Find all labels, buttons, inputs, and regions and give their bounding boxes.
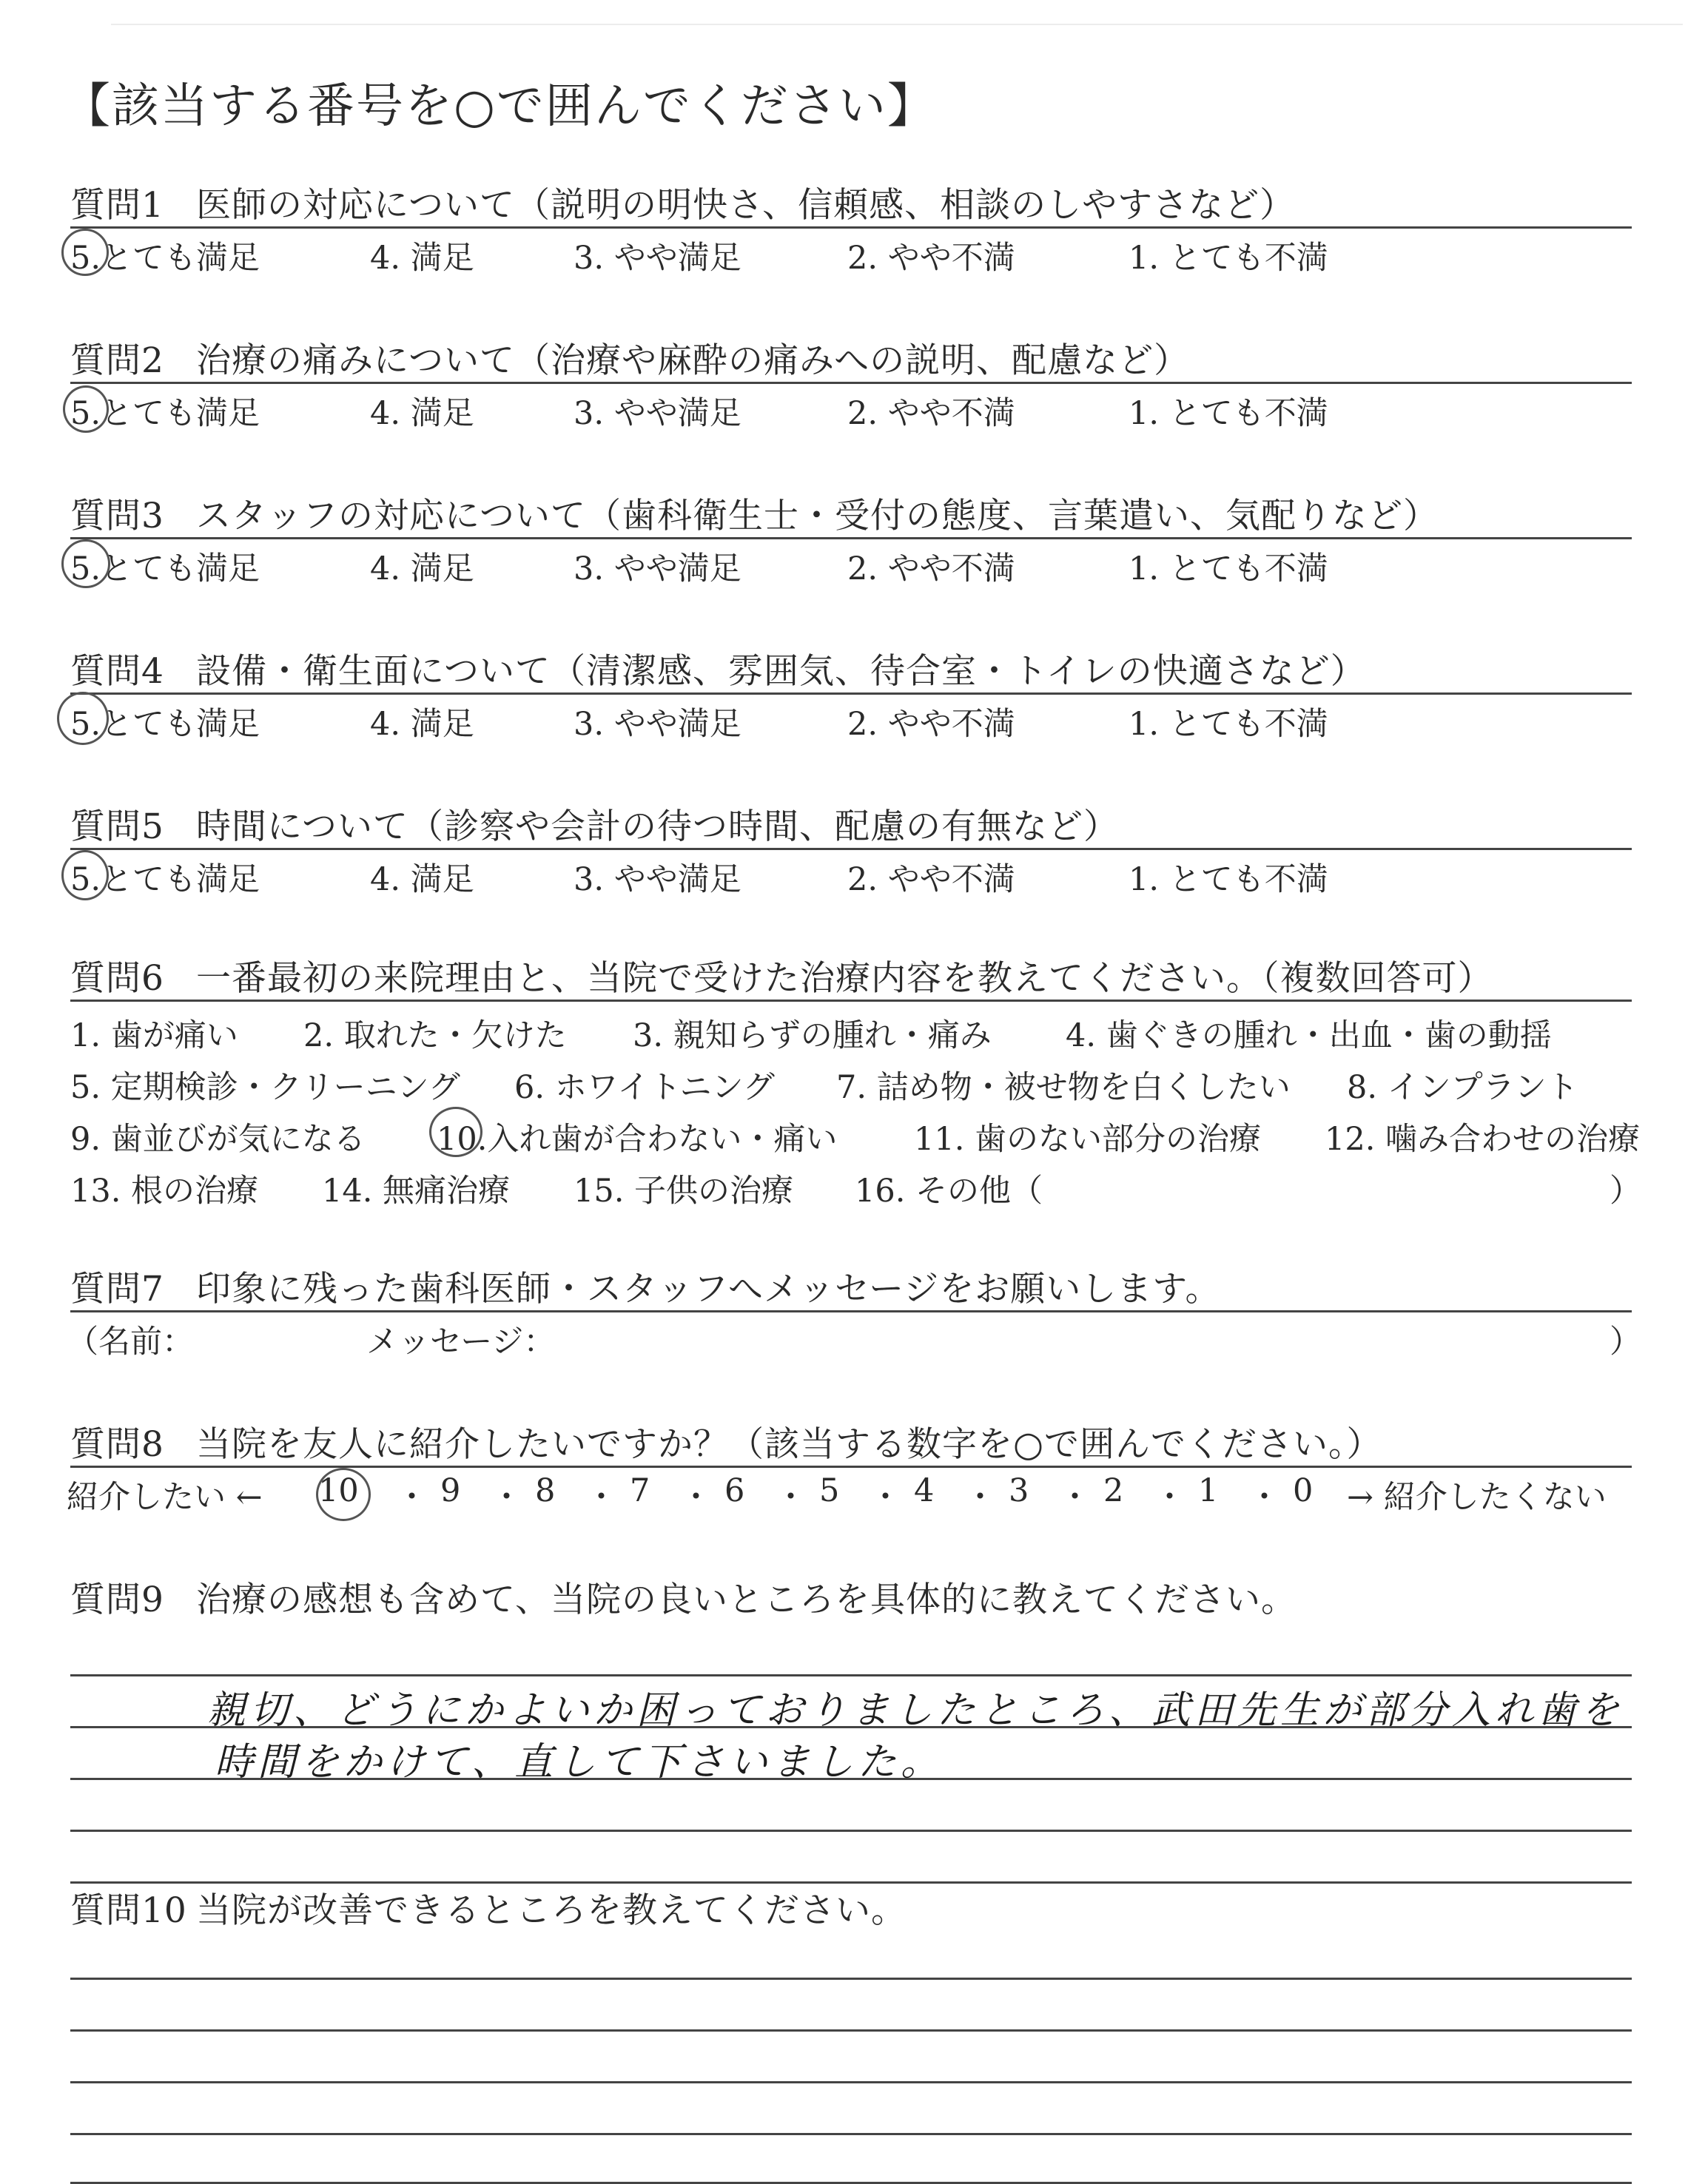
checkbox-option[interactable]: 9. 歯並びが気になる — [70, 1121, 366, 1158]
option-1[interactable]: 1. とても不満 — [1129, 861, 1328, 898]
recommend-left-label: 紹介したい ← — [67, 1479, 263, 1516]
close-paren: ） — [1610, 1324, 1641, 1361]
scale-10[interactable]: 10 — [318, 1472, 359, 1509]
answer-line — [70, 1674, 1632, 1676]
scale-separator: ・ — [585, 1479, 617, 1516]
scale-separator: ・ — [964, 1479, 996, 1516]
checkbox-option[interactable]: 15. 子供の治療 — [574, 1173, 794, 1210]
checkbox-option[interactable]: 12. 噛み合わせの治療 — [1325, 1121, 1641, 1158]
handwritten-answer-line-1: 親切、どうにかよいか困っておりましたところ、武田先生が部分入れ歯を — [207, 1688, 1624, 1733]
question-3 — [70, 488, 1632, 591]
option-1[interactable]: 1. とても不満 — [1129, 240, 1328, 277]
scale-separator: ・ — [1059, 1479, 1091, 1516]
scale-1[interactable]: 1 — [1198, 1472, 1219, 1509]
option-2[interactable]: 2. やや不満 — [847, 861, 1015, 898]
question-4 — [70, 644, 1632, 746]
top-border — [111, 24, 1683, 25]
option-4[interactable]: 4. 満足 — [370, 706, 474, 743]
scale-9[interactable]: 9 — [440, 1472, 461, 1509]
question-6-title: 質問6 一番最初の来院理由と、当院で受けた治療内容を教えてください。（複数回答可） — [70, 958, 1493, 999]
option-4[interactable]: 4. 満足 — [370, 240, 474, 277]
selection-circle — [61, 539, 110, 588]
scale-7[interactable]: 7 — [630, 1472, 650, 1509]
selection-circle — [57, 692, 109, 745]
checkbox-option[interactable]: 4. 歯ぐきの腫れ・出血・歯の動揺 — [1066, 1017, 1552, 1054]
checkbox-option[interactable]: 8. インプラント — [1347, 1069, 1578, 1106]
answer-lines — [70, 1620, 1632, 1908]
selection-circle — [61, 850, 109, 900]
recommend-right-label: → 紹介したくない — [1347, 1479, 1607, 1516]
scale-0[interactable]: 0 — [1293, 1472, 1314, 1509]
option-2[interactable]: 2. やや不満 — [847, 395, 1015, 432]
question-2 — [70, 333, 1632, 436]
question-1-title: 質問1 医師の対応について（説明の明快さ、信頼感、相談のしやすさなど） — [70, 185, 1296, 226]
option-5[interactable]: 5.とても満足 — [70, 550, 260, 587]
scale-separator: ・ — [1154, 1479, 1186, 1516]
checkbox-option[interactable]: 13. 根の治療 — [70, 1173, 259, 1210]
checkbox-option[interactable]: 5. 定期検診・クリーニング — [70, 1069, 460, 1106]
option-2[interactable]: 2. やや不満 — [847, 706, 1015, 743]
scale-separator: ・ — [1248, 1479, 1280, 1516]
answer-line — [70, 1978, 1632, 1980]
question-9-title: 質問9 治療の感想も含めて、当院の良いところを具体的に教えてください。 — [70, 1580, 1297, 1620]
selection-circle — [61, 229, 109, 276]
answer-line — [70, 2133, 1632, 2135]
checkbox-option[interactable]: 11. 歯のない部分の治療 — [914, 1121, 1262, 1158]
question-9 — [70, 1572, 1632, 1908]
option-3[interactable]: 3. やや満足 — [574, 706, 741, 743]
scale-6[interactable]: 6 — [724, 1472, 745, 1509]
answer-line — [70, 2081, 1632, 2083]
option-5[interactable]: 5.とても満足 — [70, 861, 260, 898]
checkbox-option[interactable]: 7. 詰め物・被せ物を白くしたい — [836, 1069, 1291, 1106]
handwritten-answer-line-2: 時間をかけて、直して下さいました。 — [215, 1740, 944, 1784]
checkbox-option[interactable]: 10.入れ歯が合わない・痛い — [437, 1121, 838, 1158]
checkbox-option[interactable]: 3. 親知らずの腫れ・痛み — [633, 1017, 992, 1054]
scale-8[interactable]: 8 — [535, 1472, 556, 1509]
question-10 — [70, 1883, 1632, 2182]
option-3[interactable]: 3. やや満足 — [574, 550, 741, 587]
option-1[interactable]: 1. とても不満 — [1129, 395, 1328, 432]
question-5 — [70, 799, 1632, 902]
scale-separator: ・ — [870, 1479, 901, 1516]
option-2[interactable]: 2. やや不満 — [847, 550, 1015, 587]
question-8 — [67, 1417, 1632, 1520]
question-7 — [67, 1261, 1641, 1364]
question-4-title: 質問4 設備・衛生面について（清潔感、雰囲気、待合室・トイレの快適さなど） — [70, 651, 1366, 692]
scale-separator: ・ — [491, 1479, 522, 1516]
option-4[interactable]: 4. 満足 — [370, 550, 474, 587]
question-7-title: 質問7 印象に残った歯科医師・スタッフへメッセージをお願いします。 — [70, 1269, 1221, 1310]
option-1[interactable]: 1. とても不満 — [1129, 550, 1328, 587]
option-4[interactable]: 4. 満足 — [370, 395, 474, 432]
option-5[interactable]: 5.とても満足 — [70, 395, 260, 432]
option-5[interactable]: 5.とても満足 — [70, 240, 260, 277]
scale-separator: ・ — [396, 1479, 428, 1516]
option-2[interactable]: 2. やや不満 — [847, 240, 1015, 277]
checkbox-option[interactable]: 6. ホワイトニング — [514, 1069, 775, 1106]
question-3-title: 質問3 スタッフの対応について（歯科衛生士・受付の態度、言葉遣い、気配りなど） — [70, 496, 1439, 536]
selection-circle — [63, 385, 109, 433]
option-3[interactable]: 3. やや満足 — [574, 861, 741, 898]
scale-separator: ・ — [775, 1479, 807, 1516]
scale-3[interactable]: 3 — [1009, 1472, 1029, 1509]
scale-4[interactable]: 4 — [914, 1472, 935, 1509]
scale-2[interactable]: 2 — [1103, 1472, 1124, 1509]
form-header: 【該当する番号を○で囲んでください】 — [63, 79, 936, 134]
option-3[interactable]: 3. やや満足 — [574, 395, 741, 432]
question-2-options — [70, 384, 1632, 436]
scale-separator: ・ — [680, 1479, 712, 1516]
question-5-options — [70, 850, 1632, 902]
question-1-options — [70, 229, 1632, 280]
question-6-options — [70, 1002, 1641, 1216]
answer-lines — [70, 1930, 1632, 2182]
option-3[interactable]: 3. やや満足 — [574, 240, 741, 277]
checkbox-option[interactable]: 2. 取れた・欠けた — [303, 1017, 567, 1054]
question-8-title: 質問8 当院を友人に紹介したいですか？（該当する数字を○で囲んでください。） — [70, 1424, 1382, 1465]
question-8-scale — [67, 1468, 1632, 1520]
close-paren: ） — [1610, 1173, 1641, 1210]
checkbox-option[interactable]: 1. 歯が痛い — [70, 1017, 238, 1054]
other-option[interactable]: 16. その他（ — [855, 1173, 1043, 1210]
question-3-options — [70, 539, 1632, 591]
selection-circle — [429, 1107, 482, 1157]
name-label: （名前： — [67, 1324, 194, 1361]
selection-circle — [316, 1468, 371, 1521]
option-5[interactable]: 5.とても満足 — [70, 706, 260, 743]
question-1 — [70, 178, 1632, 280]
question-10-title: 質問10 当院が改善できるところを教えてください。 — [70, 1890, 907, 1931]
question-5-title: 質問5 時間について（診察や会計の待つ時間、配慮の有無など） — [70, 806, 1120, 847]
question-6 — [70, 951, 1641, 1216]
question-2-title: 質問2 治療の痛みについて（治療や麻酔の痛みへの説明、配慮など） — [70, 340, 1190, 381]
answer-line — [70, 1830, 1632, 1832]
answer-line — [70, 2029, 1632, 2032]
scale-5[interactable]: 5 — [819, 1472, 840, 1509]
checkbox-option[interactable]: 14. 無痛治療 — [322, 1173, 511, 1210]
message-label: メッセージ： — [366, 1324, 556, 1361]
option-1[interactable]: 1. とても不満 — [1129, 706, 1328, 743]
question-7-fields — [67, 1312, 1641, 1364]
question-4-options — [70, 695, 1632, 746]
option-4[interactable]: 4. 満足 — [370, 861, 474, 898]
